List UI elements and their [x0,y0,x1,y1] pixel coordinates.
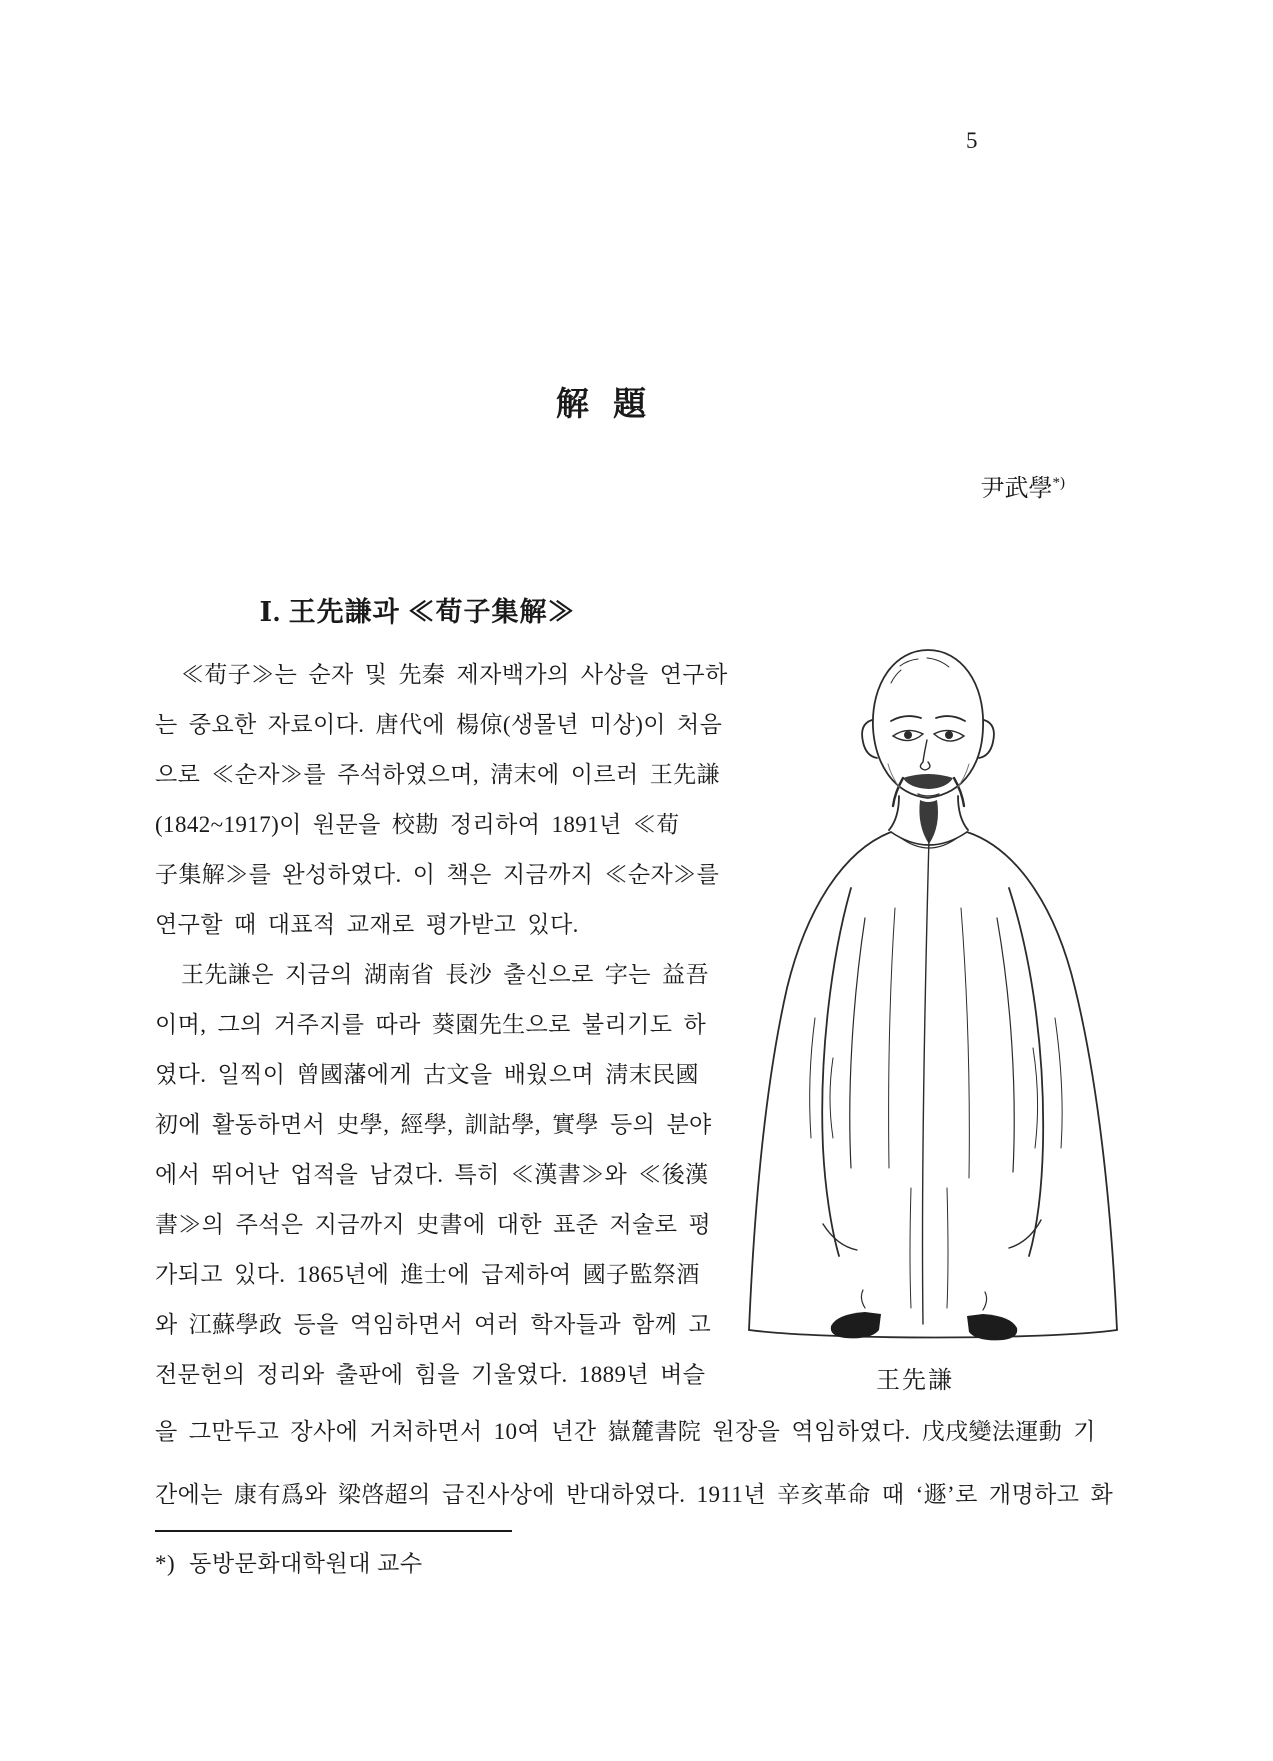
body-line: 는 중요한 자료이다. 唐代에 楊倞(생몰년 미상)이 처음 [155,712,723,737]
section-heading: Ⅰ. 王先謙과 ≪荀子集解≫ [259,597,576,627]
footnote [155,1545,423,1578]
body-line: 書≫의 주석은 지금까지 史書에 대한 표준 저술로 평 [155,1212,712,1237]
body-line: 가되고 있다. 1865년에 進士에 급제하여 國子監祭酒 [155,1262,700,1287]
author-name: 尹武學 [980,476,1053,502]
body-line: 이며, 그의 거주지를 따라 葵園先生으로 불리기도 하 [155,1012,707,1037]
body-line: 와 江蘇學政 등을 역임하면서 여러 학자들과 함께 고 [155,1312,712,1337]
document-title: 解 題 [555,387,655,423]
body-line: 으로 ≪순자≫를 주석하였으며, 淸末에 이르러 王先謙 [155,762,720,787]
author-footnote-mark: *) [1052,475,1065,491]
footnote-divider [155,1530,512,1532]
body-line: 王先謙은 지금의 湖南省 長沙 출신으로 字는 益吾 [181,962,709,987]
footnote-text: 동방문화대학원대 교수 [189,1551,423,1576]
page-number: 5 [966,128,978,153]
body-line: 전문헌의 정리와 출판에 힘을 기울였다. 1889년 벼슬 [155,1362,706,1387]
body-line: 연구할 때 대표적 교재로 평가받고 있다. [155,912,579,937]
body-text [155,650,1130,1526]
body-line: 에서 뛰어난 업적을 남겼다. 특히 ≪漢書≫와 ≪後漢 [155,1162,709,1187]
body-line: 初에 활동하면서 史學, 經學, 訓詁學, 實學 등의 분야 [155,1112,712,1137]
body-line: 였다. 일찍이 曾國藩에게 古文을 배웠으며 淸末民國 [155,1062,699,1087]
figure-caption: 王先謙 [876,1368,954,1394]
body-line: ≪荀子≫는 순자 및 先秦 제자백가의 사상을 연구하 [181,662,728,687]
body-line: (1842~1917)이 원문을 校勘 정리하여 1891년 ≪荀 [155,812,680,837]
footnote-marker: *) [155,1551,176,1576]
author-line [981,468,1066,503]
body-line: 간에는 康有爲와 梁啓超의 급진사상에 반대하였다. 1911년 辛亥革命 때 ‘遯’로 개명하고 화 [155,1482,1114,1507]
body-line: 을 그만두고 장사에 거처하면서 10여 년간 嶽麓書院 원장을 역임하였다. 戊戌變法運動 기 [155,1419,1096,1444]
body-line: 子集解≫를 완성하였다. 이 책은 지금까지 ≪순자≫를 [155,862,720,887]
